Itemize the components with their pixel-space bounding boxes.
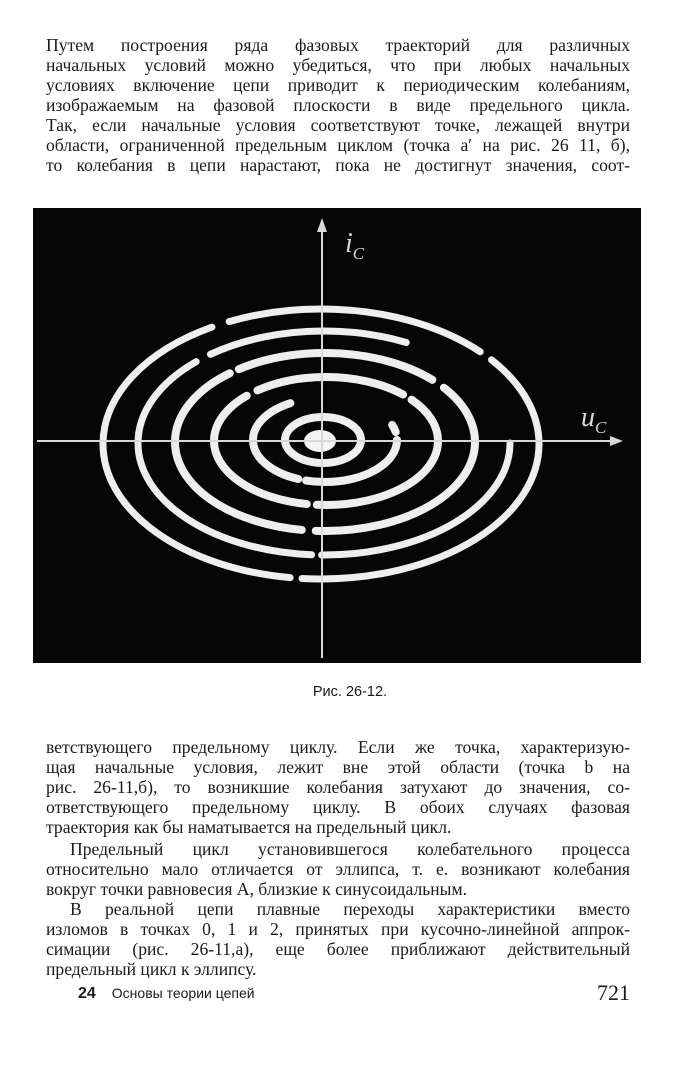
text-line: ответствующего предельному циклу. В обоих случаях фазовая xyxy=(46,797,630,817)
text-line: рис. 26-11,б), то возникшие колебания затухают до значения, со- xyxy=(46,777,630,797)
text-line: то колебания в цепи нарастают, пока не достигнут значения, соот- xyxy=(46,155,630,175)
signature-number: 24 xyxy=(78,985,96,1002)
footer-signature xyxy=(78,985,255,1003)
text-line: изломов в точках 0, 1 и 2, принятых при кусочно-линейной аппрок- xyxy=(46,919,630,939)
text-line: Так, если начальные условия соответствуют точке, лежащей внутри xyxy=(46,115,630,135)
text-line: Путем построения ряда фазовых траекторий для различных xyxy=(46,35,630,55)
text-line: Предельный цикл установившегося колебательного процесса xyxy=(70,839,630,859)
phase-plane-photo xyxy=(33,208,641,663)
figure-caption: Рис. 26-12. xyxy=(312,684,388,700)
text-line: относительно мало отличается от эллипса, т. е. возникают колебания xyxy=(46,859,630,879)
text-line: ветствующего предельному циклу. Если же точка, характеризую- xyxy=(46,737,630,757)
text-line: изображаемым на фазовой плоскости в виде предельного цикла. xyxy=(46,95,630,115)
text-line: начальных условий можно убедиться, что при любых начальных xyxy=(46,55,630,75)
text-line: В реальной цепи плавные переходы характеристики вместо xyxy=(70,899,630,919)
text-line: симации (рис. 26-11,а), еще более приближают действительный xyxy=(46,939,630,959)
text-line: области, ограниченной предельным циклом (точка a′ на рис. 26 11, б), xyxy=(46,135,630,155)
text-line: условиях включение цепи приводит к периодическим колебаниям, xyxy=(46,75,630,95)
book-title: Основы теории цепей xyxy=(111,985,255,1001)
page-number: 721 xyxy=(597,980,630,1005)
text-line: предельный цикл к эллипсу. xyxy=(46,959,257,979)
phase-plane-svg xyxy=(33,208,641,663)
text-line: вокруг точки равновесия A, близкие к синусоидальным. xyxy=(46,879,468,899)
x-axis-label: $u_C$ xyxy=(581,402,607,437)
y-axis-label: $i_C$ xyxy=(345,228,365,263)
text-line: траектория как бы наматывается на предельный цикл. xyxy=(46,817,452,837)
text-line: щая начальные условия, лежит вне этой области (точка b на xyxy=(46,757,630,777)
